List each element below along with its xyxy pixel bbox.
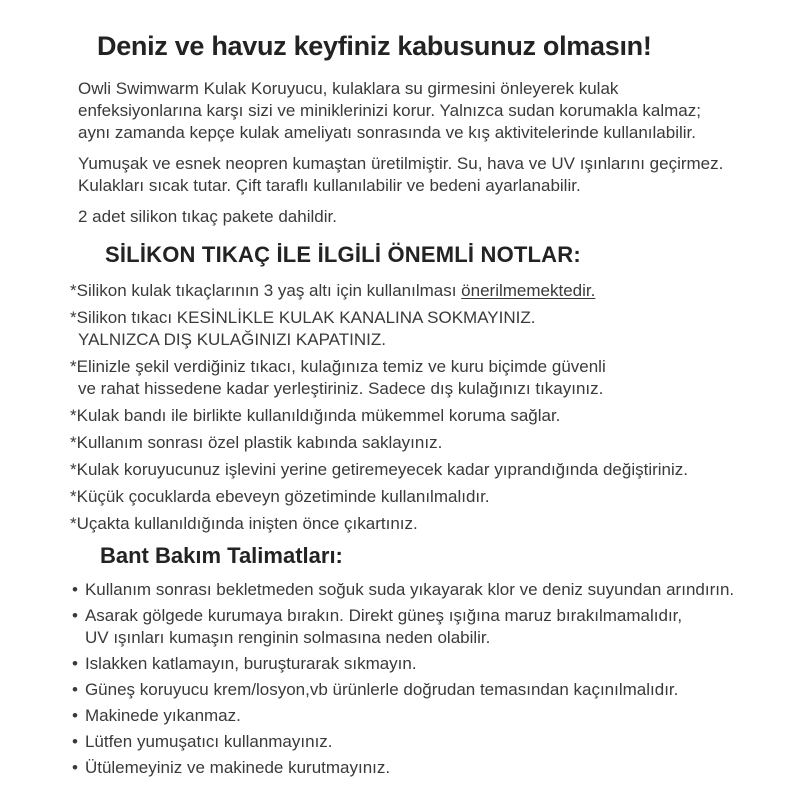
text-line	[72, 705, 760, 727]
page-title: Deniz ve havuz keyfiniz kabusunuz olmasın!	[97, 31, 652, 61]
text-line	[72, 757, 760, 779]
list-item	[70, 486, 760, 508]
bullet-marker: •	[72, 580, 78, 599]
list-item	[72, 679, 760, 701]
care-instructions-list	[70, 579, 760, 779]
text-line: aynı zamanda kepçe kulak ameliyatı sonrasında ve kış aktivitelerinde kullanılabilir.	[78, 123, 696, 142]
list-item	[70, 307, 760, 351]
bullet-marker: •	[72, 654, 78, 673]
text-line	[72, 605, 760, 627]
text-line: ve rahat hissedene kadar yerleştiriniz. Sadece dış kulağınızı tıkayınız.	[78, 379, 604, 398]
list-item	[70, 432, 760, 454]
text-line	[72, 579, 760, 601]
section-heading-care-instructions: Bant Bakım Talimatları:	[100, 543, 343, 568]
text-line	[72, 679, 760, 701]
item-text: Islakken katlamayın, buruşturarak sıkmayın.	[84, 654, 417, 673]
text-line: *Kulak koruyucunuz işlevini yerine getiremeyecek kadar yıprandığında değiştiriniz.	[70, 460, 688, 479]
item-text: Makinede yıkanmaz.	[84, 706, 241, 725]
item-text: Asarak gölgede kurumaya bırakın. Direkt güneş ışığına maruz bırakılmamalıdır,	[84, 606, 683, 625]
item-text: Kullanım sonrası bekletmeden soğuk suda yıkayarak klor ve deniz suyundan arındırın.	[84, 580, 735, 599]
item-text: *Silikon kulak tıkaçlarının 3 yaş altı için kullanılması	[70, 281, 462, 300]
item-text: Lütfen yumuşatıcı kullanmayınız.	[84, 732, 333, 751]
list-item	[70, 280, 760, 302]
text-line: 2 adet silikon tıkaç pakete dahildir.	[78, 207, 337, 226]
bullet-marker: •	[72, 732, 78, 751]
text-line	[72, 731, 760, 753]
text-line: YALNIZCA DIŞ KULAĞINIZI KAPATINIZ.	[78, 330, 386, 349]
list-item	[70, 459, 760, 481]
text-line: UV ışınları kumaşın renginin solmasına neden olabilir.	[85, 628, 491, 647]
intro-paragraph	[78, 153, 760, 197]
text-line: *Kullanım sonrası özel plastik kabında saklayınız.	[70, 433, 443, 452]
intro-paragraph	[78, 206, 760, 228]
list-item	[72, 653, 760, 675]
text-line: Yumuşak ve esnek neopren kumaştan üretilmiştir. Su, hava ve UV ışınlarını geçirmez.	[78, 154, 724, 173]
text-line: *Kulak bandı ile birlikte kullanıldığında mükemmel koruma sağlar.	[70, 406, 561, 425]
item-text: Ütülemeyiniz ve makinede kurutmayınız.	[84, 758, 391, 777]
list-item	[72, 731, 760, 753]
text-line: Kulakları sıcak tutar. Çift taraflı kullanılabilir ve bedeni ayarlanabilir.	[78, 176, 581, 195]
bullet-marker: •	[72, 680, 78, 699]
text-line: *Küçük çocuklarda ebeveyn gözetiminde kullanılmalıdır.	[70, 487, 490, 506]
text-line: *Silikon tıkacı KESİNLİKLE KULAK KANALINA SOKMAYINIZ.	[70, 308, 536, 327]
list-item	[72, 705, 760, 727]
item-text: Güneş koruyucu krem/losyon,vb ürünlerle doğrudan temasından kaçınılmalıdır.	[84, 680, 679, 699]
list-item	[70, 405, 760, 427]
bullet-marker: •	[72, 706, 78, 725]
text-line: *Uçakta kullanıldığında inişten önce çıkartınız.	[70, 514, 418, 533]
intro-paragraph	[78, 78, 760, 144]
text-line: Owli Swimwarm Kulak Koruyucu, kulaklara su girmesini önleyerek kulak	[78, 79, 619, 98]
list-item	[72, 757, 760, 779]
bullet-marker: •	[72, 606, 78, 625]
silicone-notes-list	[70, 280, 760, 535]
text-line: *Elinizle şekil verdiğiniz tıkacı, kulağınıza temiz ve kuru biçimde güvenli	[70, 357, 606, 376]
text-line: enfeksiyonlarına karşı sizi ve miniklerinizi korur. Yalnızca sudan korumakla kalmaz;	[78, 101, 701, 120]
list-item	[72, 605, 760, 649]
underlined-text: önerilmemektedir.	[461, 281, 596, 300]
text-line	[72, 653, 760, 675]
text-line	[70, 280, 760, 302]
bullet-marker: •	[72, 758, 78, 777]
list-item	[70, 356, 760, 400]
list-item	[72, 579, 760, 601]
list-item	[70, 513, 760, 535]
section-heading-silicone-notes: SİLİKON TIKAÇ İLE İLGİLİ ÖNEMLİ NOTLAR:	[105, 242, 581, 267]
